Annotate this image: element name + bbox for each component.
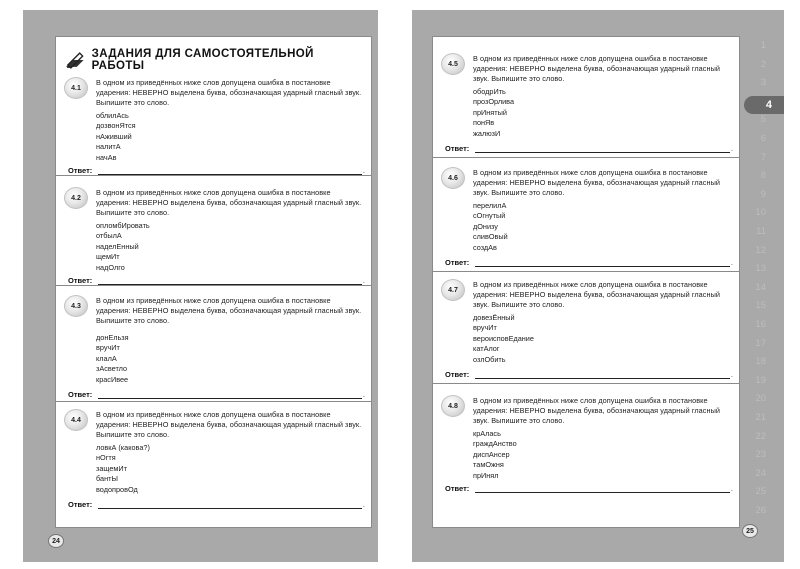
- word: зАсветло: [96, 364, 128, 374]
- page-number: 25: [742, 524, 758, 538]
- chapter-tab[interactable]: 14: [755, 281, 766, 293]
- left-page: [23, 10, 378, 562]
- word: надОлго: [96, 262, 125, 272]
- answer-row: Ответ: .: [68, 390, 365, 399]
- word: перелилА: [473, 201, 507, 210]
- task-divider: [433, 383, 739, 384]
- task-text: В одном из приведённых ниже слов допущена ошибка в постановке ударения: НЕВЕРНО выделена буква, обозначающая ударный гласный звук. Выпишите это слово.: [96, 188, 362, 217]
- word: отбылА: [96, 231, 122, 241]
- chapter-tab[interactable]: 19: [755, 374, 766, 386]
- chapter-tab[interactable]: 6: [760, 133, 766, 144]
- chapter-tab[interactable]: 15: [755, 300, 766, 312]
- word: прИнятый: [473, 107, 507, 117]
- answer-row: Ответ: .: [68, 276, 365, 285]
- chapter-tab[interactable]: 25: [755, 486, 766, 498]
- word: красИвее: [96, 374, 129, 384]
- word: жалюзИ: [473, 128, 501, 138]
- task-divider: [56, 285, 371, 286]
- word: наделЕнный: [96, 241, 139, 251]
- task-number: 4.6: [441, 167, 465, 189]
- answer-row: Ответ: .: [445, 484, 733, 493]
- word: клалА: [96, 353, 117, 363]
- word: нОгтя: [96, 453, 116, 463]
- answer-label: Ответ:: [68, 390, 93, 399]
- task-number: 4.2: [64, 187, 88, 209]
- task-divider: [56, 401, 371, 402]
- answer-row: Ответ: .: [68, 166, 365, 175]
- task-text: В одном из приведённых ниже слов допущена ошибка в постановке ударения: НЕВЕРНО выделена буква, обозначающая ударный гласный звук. Выпишите это слово.: [473, 396, 720, 425]
- word: довезЁнный: [473, 313, 515, 322]
- chapter-tab[interactable]: 11: [756, 226, 766, 237]
- answer-line[interactable]: [98, 392, 362, 399]
- answer-line[interactable]: [475, 146, 730, 153]
- word: ободрИть: [473, 87, 506, 96]
- word: донЕльзя: [96, 333, 129, 342]
- word: ловкА (какова?): [96, 443, 150, 452]
- chapter-tab[interactable]: 5: [760, 114, 766, 126]
- word-list: [473, 201, 508, 253]
- word: дОнизу: [473, 221, 498, 231]
- answer-line[interactable]: [475, 486, 730, 493]
- section-header: [64, 50, 365, 70]
- chapter-tab[interactable]: 17: [755, 337, 766, 349]
- right-page: [412, 10, 784, 562]
- word-list: [473, 87, 514, 139]
- word-list: [473, 429, 517, 481]
- answer-line[interactable]: [98, 278, 362, 285]
- chapter-tab[interactable]: 26: [755, 505, 766, 516]
- word: бантЫ: [96, 474, 118, 484]
- word: создАв: [473, 242, 497, 252]
- word: дозвонЯтся: [96, 121, 136, 131]
- task-number: 4.4: [64, 409, 88, 431]
- right-sheet: [432, 36, 740, 528]
- chapter-tab[interactable]: 13: [755, 263, 766, 275]
- word: крАлась: [473, 429, 501, 438]
- chapter-tab[interactable]: 1: [760, 40, 766, 51]
- word: облилАсь: [96, 111, 129, 120]
- pencil-notebook-icon: [64, 51, 86, 69]
- task-number: 4.8: [441, 395, 465, 417]
- answer-label: Ответ:: [68, 500, 93, 509]
- answer-row: Ответ: .: [68, 500, 365, 509]
- task-text: В одном из приведённых ниже слов допущена ошибка в постановке ударения: НЕВЕРНО выделена буква, обозначающая ударный гласный звук. Выпишите это слово.: [473, 54, 720, 83]
- answer-label: Ответ:: [445, 484, 470, 493]
- word: вероисповЕдание: [473, 333, 534, 343]
- chapter-tab[interactable]: 23: [755, 449, 766, 461]
- word: щемИт: [96, 252, 120, 262]
- word-list: [96, 221, 150, 273]
- word: озлОбить: [473, 354, 506, 364]
- chapter-tab[interactable]: 3: [760, 77, 766, 89]
- word: сОгнутый: [473, 211, 506, 221]
- answer-label: Ответ:: [445, 144, 470, 153]
- chapter-tab[interactable]: 9: [760, 188, 766, 200]
- chapter-tab[interactable]: 22: [755, 430, 766, 442]
- answer-line[interactable]: [475, 260, 730, 267]
- task-text: В одном из приведённых ниже слов допущена ошибка в постановке ударения: НЕВЕРНО выделена буква, обозначающая ударный гласный звук. Выпишите это слово.: [473, 168, 720, 197]
- chapter-tab[interactable]: 8: [760, 170, 766, 182]
- task-text: В одном из приведённых ниже слов допущена ошибка в постановке ударения: НЕВЕРНО выделена буква, обозначающая ударный гласный звук. Выпишите это слово.: [96, 78, 362, 107]
- chapter-tab[interactable]: 16: [755, 319, 766, 330]
- answer-label: Ответ:: [68, 166, 93, 175]
- task-divider: [433, 271, 739, 272]
- answer-line[interactable]: [475, 372, 730, 379]
- word: водопровОд: [96, 484, 138, 494]
- answer-row: Ответ: .: [445, 144, 733, 153]
- chapter-tab[interactable]: 10: [755, 207, 766, 219]
- word: вручИт: [473, 323, 497, 333]
- word: вручИт: [96, 343, 120, 353]
- word: тамОжня: [473, 460, 504, 470]
- word-list: [96, 443, 150, 495]
- answer-label: Ответ:: [445, 258, 470, 267]
- task-text: В одном из приведённых ниже слов допущена ошибка в постановке ударения: НЕВЕРНО выделена буква, обозначающая ударный гласный звук. Выпишите это слово.: [473, 280, 720, 309]
- chapter-tab[interactable]: 18: [755, 356, 766, 368]
- word: сливОвый: [473, 232, 508, 242]
- word: катАлог: [473, 344, 500, 354]
- word: граждАнство: [473, 439, 517, 449]
- chapter-tab[interactable]: 2: [760, 58, 766, 70]
- answer-label: Ответ:: [68, 276, 93, 285]
- answer-line[interactable]: [98, 168, 362, 175]
- answer-row: Ответ: .: [445, 370, 733, 379]
- word: опломбИровать: [96, 221, 150, 230]
- word: прИнял: [473, 470, 499, 480]
- task-text: В одном из приведённых ниже слов допущена ошибка в постановке ударения: НЕВЕРНО выделена буква, обозначающая ударный гласный звук. Выпишите это слово.: [96, 410, 362, 439]
- word: нАживший: [96, 131, 132, 141]
- task-number: 4.7: [441, 279, 465, 301]
- task-text: В одном из приведённых ниже слов допущена ошибка в постановке ударения: НЕВЕРНО выделена буква, обозначающая ударный гласный звук. Выпишите это слово.: [96, 296, 362, 325]
- word-list: [473, 313, 534, 365]
- answer-label: Ответ:: [445, 370, 470, 379]
- chapter-tab-active[interactable]: 4: [744, 96, 784, 114]
- word: диспАнсер: [473, 449, 510, 459]
- section-title: ЗАДАНИЯ ДЛЯ САМОСТОЯТЕЛЬНОЙ РАБОТЫ: [91, 48, 314, 72]
- page-number: 24: [48, 534, 64, 548]
- task-number: 4.1: [64, 77, 88, 99]
- task-number: 4.3: [64, 295, 88, 317]
- word: защемИт: [96, 463, 127, 473]
- chapter-tab[interactable]: 20: [755, 393, 766, 405]
- word: понЯв: [473, 118, 495, 128]
- chapter-tab[interactable]: 24: [755, 467, 766, 479]
- word: начАв: [96, 152, 117, 162]
- chapter-tab[interactable]: 7: [760, 151, 766, 163]
- task-divider: [433, 157, 739, 158]
- answer-row: Ответ: .: [445, 258, 733, 267]
- chapter-tab[interactable]: 12: [755, 244, 766, 256]
- word-list: [96, 111, 136, 163]
- chapter-tab[interactable]: 21: [755, 412, 766, 423]
- answer-line[interactable]: [98, 502, 362, 509]
- left-sheet: [55, 36, 372, 528]
- task-divider: [56, 175, 371, 176]
- word-list: [96, 333, 129, 385]
- word: прозОрлива: [473, 97, 515, 107]
- task-number: 4.5: [441, 53, 465, 75]
- word: налитА: [96, 142, 121, 152]
